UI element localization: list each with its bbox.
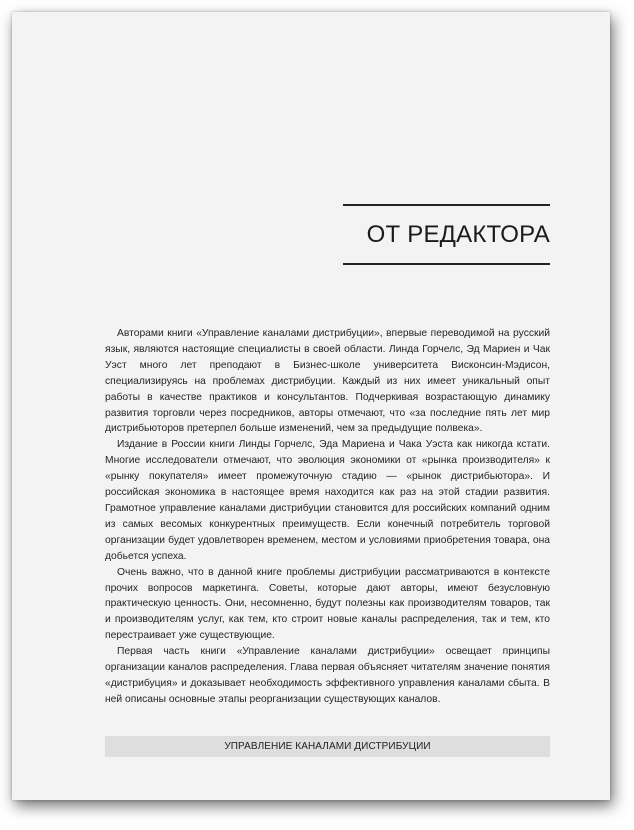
running-footer: УПРАВЛЕНИЕ КАНАЛАМИ ДИСТРИБУЦИИ	[105, 736, 550, 757]
chapter-heading	[343, 204, 550, 265]
paragraph: Авторами книги «Управление каналами дистрибуции», впервые переводимой на русский язык, являются настоящие специалисты в своей области. Линда Горчелс, Эд Мариен и Чак Уэст много лет преподают в Бизнес-школе университета Висконсин-Мэдисон, специализируясь на проблемах дистрибуции. Каждый из них имеет уникальный опыт работы в качестве практиков и консультантов. Подчеркивая возрастающую динамику развития торговли через посредников, авторы отмечают, что «за последние пять лет мир дистрибьюторов претерпел больше изменений, чем за предыдущие полвека».	[105, 328, 550, 435]
book-page	[12, 12, 610, 800]
heading-bottom-rule	[343, 263, 550, 265]
body-text	[105, 326, 550, 708]
paragraph: Издание в России книги Линды Горчелс, Эда Мариена и Чака Уэста как никогда кстати. Многие исследователи отмечают, что эволюция экономики от «рынка производителя» к «рынку покупателя» имеет промежуточную стадию — «рынок дистрибьютора». И российская экономика в настоящее время находится как раз на этой стадии развития. Грамотное управление каналами дистрибуции становится для российских компаний одним из самых весомых конкурентных преимуществ. Если конечный потребитель торговой организации будет удовлетворен временем, местом и условиями приобретения товара, она добьется успеха.	[105, 439, 550, 562]
chapter-title: ОТ РЕДАКТОРА	[366, 221, 550, 248]
paragraph: Первая часть книги «Управление каналами дистрибуции» освещает принципы организации каналов распределения. Глава первая объясняет читателям значение понятия «дистрибуция» и доказывает необходимость эффективного управления каналами сбыта. В ней описаны основные этапы реорганизации существующих каналов.	[105, 646, 550, 705]
paragraph: Очень важно, что в данной книге проблемы дистрибуции рассматриваются в контексте прочих вопросов маркетинга. Советы, которые дают авторы, имеют безусловную практическую ценность. Они, несомненно, будут полезны как производителям товаров, так и производителям услуг, как тем, кто строит новые каналы распределения, так и тем, кто перестраивает уже существующие.	[105, 566, 550, 642]
heading-top-rule	[343, 204, 550, 206]
